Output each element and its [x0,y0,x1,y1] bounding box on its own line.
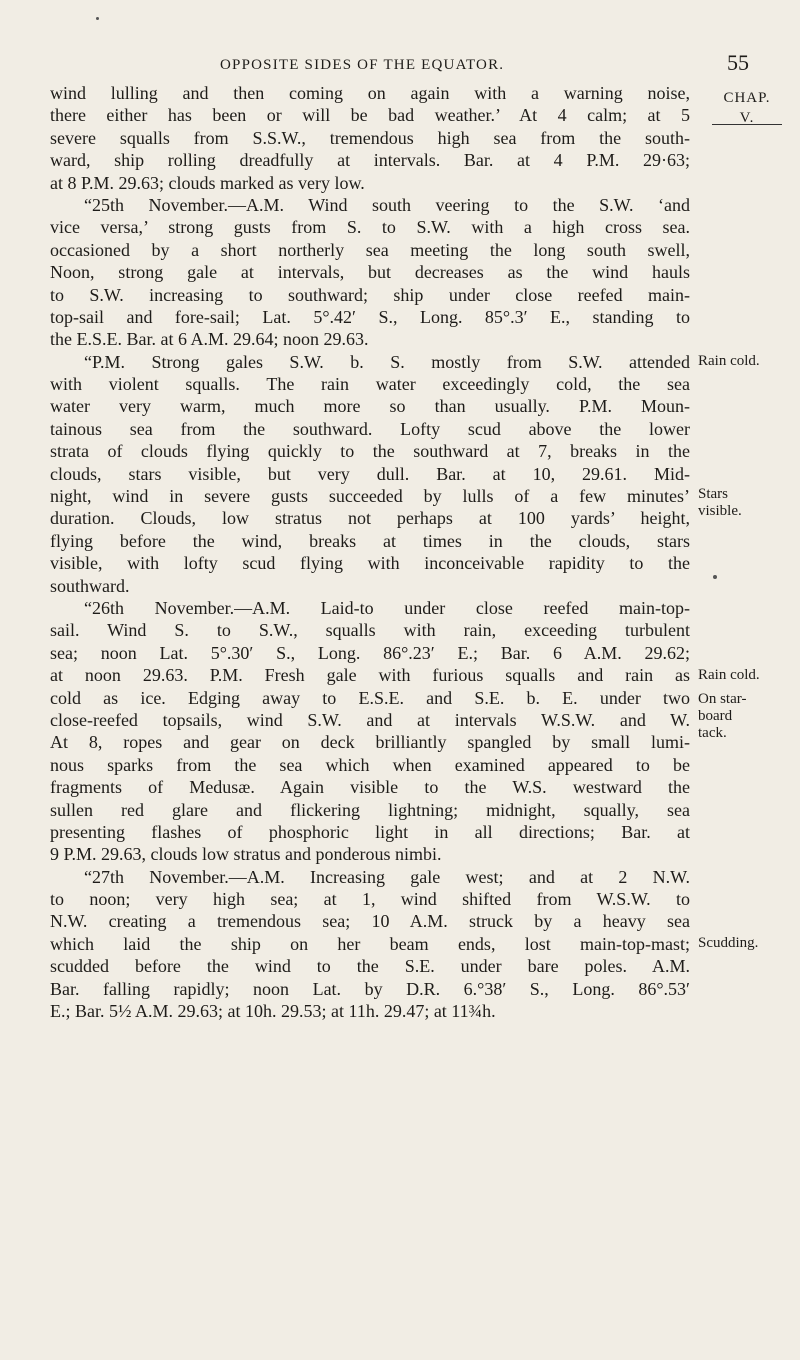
text-line: N.W. creating a tremendous sea; 10 A.M. struck by a heavy sea [50,911,690,932]
text-line: there either has been or will be bad weather.’ At 4 calm; at 5 [50,105,690,126]
text-line: to S.W. increasing to southward; ship under close reefed main- [50,284,690,305]
text-line: with violent squalls. The rain water exceedingly cold, the sea [50,374,690,395]
text-line: 9 P.M. 29.63, clouds low stratus and ponderous nimbi. [50,844,442,865]
text-line: top-sail and fore-sail; Lat. 5°.42′ S., Long. 85°.3′ E., standing to [50,306,690,327]
text-line: sullen red glare and flickering lightning; midnight, squally, sea [50,799,690,820]
chapter-label: CHAP. [723,90,771,106]
text-line: sail. Wind S. to S.W., squalls with rain, exceeding turbulent [50,620,690,641]
text-line: to noon; very high sea; at 1, wind shifted from W.S.W. to [50,889,690,910]
running-head: OPPOSITE SIDES OF THE EQUATOR. [220,57,505,73]
text-line: the E.S.E. Bar. at 6 A.M. 29.64; noon 29.63. [50,329,369,350]
text-line: tainous sea from the southward. Lofty scud above the lower [50,418,690,439]
margin-note: Scudding. [698,935,759,951]
text-line: vice versa,’ strong gusts from S. to S.W. with a high cross sea. [50,217,690,238]
text-line: which laid the ship on her beam ends, lost main-top-mast; [50,933,690,954]
page-number: 55 [727,50,749,75]
text-line: “25th November.—A.M. Wind south veering to the S.W. ‘and [84,194,690,215]
text-line: night, wind in severe gusts succeeded by lulls of a few minutes’ [50,486,690,507]
text-line: visible, with lofty scud flying with inconceivable rapidity to the [50,553,690,574]
text-line: “26th November.—A.M. Laid-to under close reefed main-top- [84,597,690,618]
text-line: cold as ice. Edging away to E.S.E. and S.E. b. E. under two [50,687,690,708]
text-line: clouds, stars visible, but very dull. Bar. at 10, 29.61. Mid- [50,463,690,484]
text-line: occasioned by a short northerly sea meeting the long south swell, [50,239,690,260]
chapter-marker [712,88,782,128]
text-line: E.; Bar. 5½ A.M. 29.63; at 10h. 29.53; at 11h. 29.47; at 11¾h. [50,1001,496,1022]
margin-note: board [698,708,733,724]
body-text [50,82,690,1022]
text-line: nous sparks from the sea which when examined appeared to be [50,754,690,775]
text-line: at noon 29.63. P.M. Fresh gale with furious squalls and rain as [50,665,690,686]
margin-note: tack. [698,725,727,741]
margin-note: Rain cold. [698,667,760,683]
text-line: severe squalls from S.S.W., tremendous high sea from the south- [50,127,690,148]
text-line: wind lulling and then coming on again with a warning noise, [50,83,690,103]
margin-note: Stars [698,486,728,502]
margin-note: Rain cold. [698,353,760,369]
text-line: At 8, ropes and gear on deck brilliantly spangled by small lumi- [50,732,690,753]
chapter-number: V. [739,110,755,126]
text-line: presenting flashes of phosphoric light in all directions; Bar. at [50,821,690,842]
ink-speck [713,575,717,579]
text-line: Noon, strong gale at intervals, but decreases as the wind hauls [50,262,690,283]
ink-speck [96,17,99,20]
text-line: sea; noon Lat. 5°.30′ S., Long. 86°.23′ E.; Bar. 6 A.M. 29.62; [50,642,690,663]
margin-note: On star- [698,691,747,707]
text-line: southward. [50,575,130,596]
text-line: “27th November.—A.M. Increasing gale west; and at 2 N.W. [84,866,690,887]
text-line: strata of clouds flying quickly to the southward at 7, breaks in the [50,441,690,462]
text-line: fragments of Medusæ. Again visible to the W.S. westward the [50,777,690,798]
text-line: at 8 P.M. 29.63; clouds marked as very low. [50,172,365,193]
text-line: scudded before the wind to the S.E. under bare poles. A.M. [50,956,690,977]
text-line: ward, ship rolling dreadfully at intervals. Bar. at 4 P.M. 29·63; [50,150,690,171]
text-line: flying before the wind, breaks at times in the clouds, stars [50,530,690,551]
chapter-rule [712,124,782,125]
text-line: duration. Clouds, low stratus not perhaps at 100 yards’ height, [50,508,690,529]
text-line: close-reefed topsails, wind S.W. and at intervals W.S.W. and W. [50,709,690,730]
text-line: water very warm, much more so than usually. P.M. Moun- [50,396,690,417]
margin-note: visible. [698,503,742,519]
text-line: “P.M. Strong gales S.W. b. S. mostly from S.W. attended [84,351,690,372]
text-line: Bar. falling rapidly; noon Lat. by D.R. 6.°38′ S., Long. 86°.53′ [50,978,690,999]
